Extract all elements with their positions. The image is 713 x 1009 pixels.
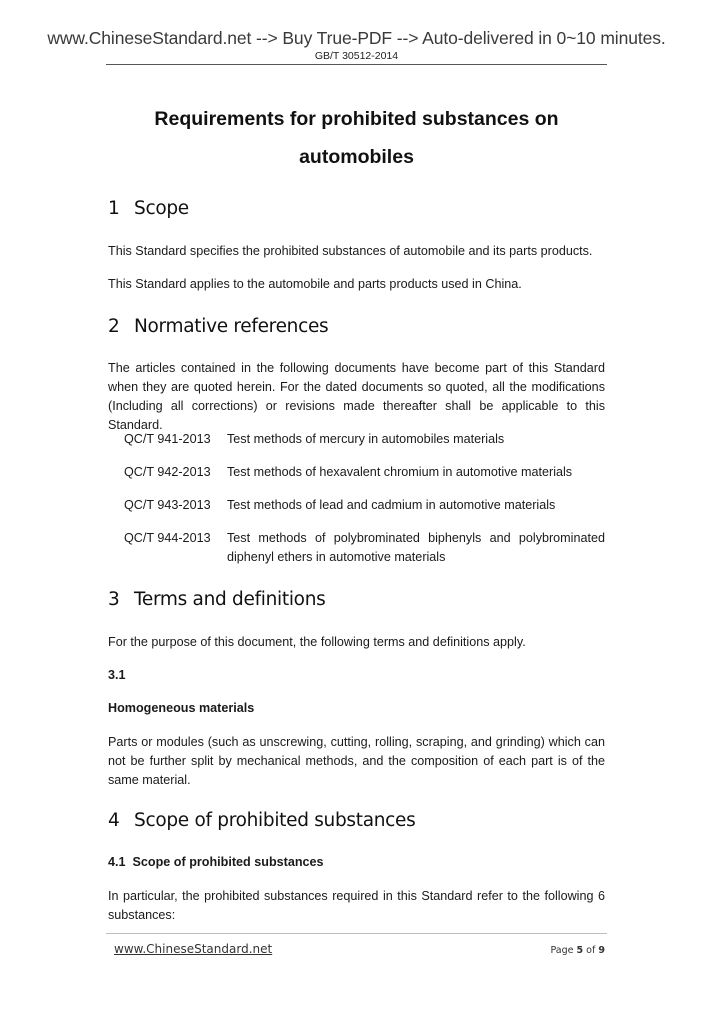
reference-code: QC/T 943-2013 <box>124 498 211 512</box>
standard-code: GB/T 30512-2014 <box>314 50 399 62</box>
section-title: Terms and definitions <box>134 589 326 610</box>
subsection-4-1-heading <box>108 853 605 872</box>
normative-references-intro: The articles contained in the following documents have become part of this Standard when they are quoted herein. For the dated documents so quoted, all the modifications (Including all corrections) or revisions made thereafter shall be applicable to this Standard. <box>108 361 605 432</box>
section-title: Scope of prohibited substances <box>134 810 416 831</box>
term-number: 3.1 <box>108 668 126 682</box>
prohibited-substances-paragraph: In particular, the prohibited substances required in this Standard refer to the following 6 substances: <box>108 889 605 922</box>
section-number: 4 <box>108 810 120 831</box>
scope-paragraph-2: This Standard applies to the automobile and parts products used in China. <box>108 277 522 291</box>
page-indicator <box>550 945 605 956</box>
subsection-number: 4.1 <box>108 855 126 869</box>
section-number: 2 <box>108 316 120 337</box>
top-banner: www.ChineseStandard.net --> Buy True-PDF --> Auto-delivered in 0~10 minutes. <box>47 28 666 48</box>
section-4-heading <box>108 810 415 831</box>
page-prefix: Page <box>550 945 574 956</box>
section-title: Scope <box>134 198 189 219</box>
section-number: 1 <box>108 198 120 219</box>
reference-code: QC/T 941-2013 <box>124 432 211 446</box>
section-number: 3 <box>108 589 120 610</box>
document-title-line-1: Requirements for prohibited substances on <box>154 108 559 130</box>
reference-code: QC/T 942-2013 <box>124 465 211 479</box>
reference-code: QC/T 944-2013 <box>124 531 211 545</box>
footer-website-link[interactable]: www.ChineseStandard.net <box>114 942 273 956</box>
header-divider <box>106 64 607 65</box>
term-definition: Parts or modules (such as unscrewing, cutting, rolling, scraping, and grinding) which can not be further split by mechanical methods, and the composition of each part is of the same material. <box>108 735 605 787</box>
reference-title: Test methods of lead and cadmium in automotive materials <box>227 498 556 512</box>
footer-divider <box>106 933 607 934</box>
page-current: 5 <box>576 945 584 956</box>
term-name: Homogeneous materials <box>108 701 255 715</box>
document-title-line-2: automobiles <box>299 146 414 168</box>
section-1-heading <box>108 198 189 219</box>
scope-paragraph-1: This Standard specifies the prohibited substances of automobile and its parts products. <box>108 244 593 258</box>
section-2-heading <box>108 316 328 337</box>
section-3-heading <box>108 589 325 610</box>
subsection-title: Scope of prohibited substances <box>132 855 324 869</box>
reference-title: Test methods of mercury in automobiles materials <box>227 432 505 446</box>
section-title: Normative references <box>134 316 329 337</box>
page-total: 9 <box>598 945 605 956</box>
reference-title: Test methods of hexavalent chromium in automotive materials <box>227 465 573 479</box>
terms-intro: For the purpose of this document, the following terms and definitions apply. <box>108 635 526 649</box>
reference-title: Test methods of polybrominated biphenyls and polybrominated diphenyl ethers in automotive materials <box>227 531 605 564</box>
page-of: of <box>586 945 596 956</box>
